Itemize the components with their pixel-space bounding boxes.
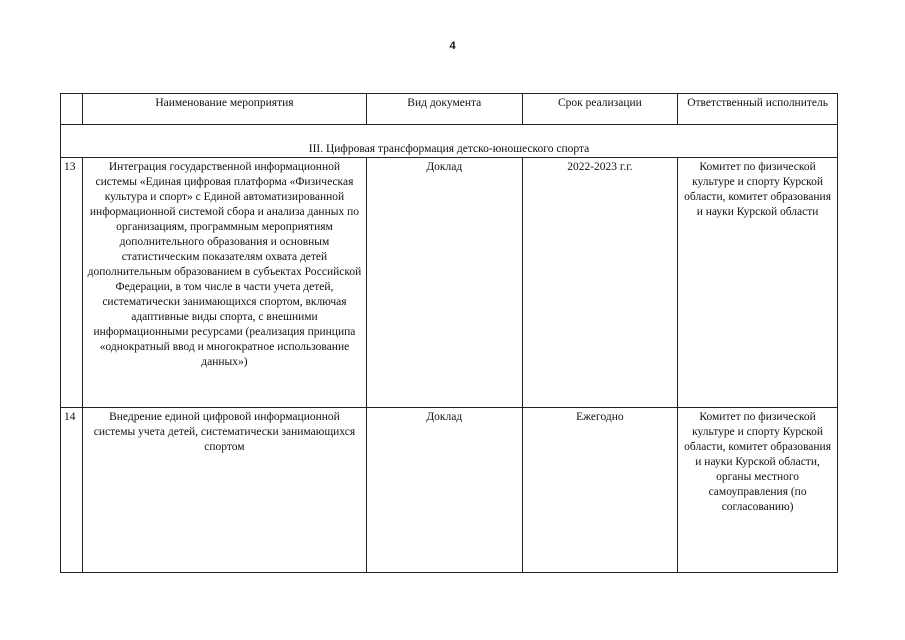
- row-responsible: Комитет по физической культуре и спорту Курской области, комитет образования и науки Курской области: [678, 158, 838, 408]
- table-row: [61, 408, 838, 573]
- row-name: Внедрение единой цифровой информационной системы учета детей, систематически занимающихся спортом: [82, 408, 366, 573]
- row-number: 14: [61, 408, 83, 573]
- table-header-row: [61, 94, 838, 125]
- section-spacer: [61, 125, 838, 143]
- table-row: [61, 158, 838, 408]
- row-number: 13: [61, 158, 83, 408]
- row-doc: Доклад: [366, 408, 522, 573]
- header-responsible: Ответственный исполнитель: [678, 94, 838, 125]
- row-name: Интеграция государственной информационной системы «Единая цифровая платформа «Физическая культура и спорт» с Единой автоматизированной информационной системой сбора и анализа данных по организациям, программным мероприятиям дополнительного образования и основным статистическим показателям охвата детей дополнительным образованием в субъектах Российской Федерации, в том числе в части учета детей, систематически занимающихся спортом, включая адаптивные виды спорта, с внешними информационными ресурсами (реализация принципа «однократный ввод и многократное использование данных»): [82, 158, 366, 408]
- row-term: Ежегодно: [522, 408, 678, 573]
- section-title: III. Цифровая трансформация детско-юношеского спорта: [61, 142, 838, 158]
- measures-table: [60, 93, 838, 573]
- header-term: Срок реализации: [522, 94, 678, 125]
- header-num: [61, 94, 83, 125]
- header-doc: Вид документа: [366, 94, 522, 125]
- section-spacer-row: [61, 125, 838, 143]
- row-term: 2022-2023 г.г.: [522, 158, 678, 408]
- row-responsible: Комитет по физической культуре и спорту Курской области, комитет образования и науки Курской области, органы местного самоуправления (по согласованию): [678, 408, 838, 573]
- section-title-row: [61, 142, 838, 158]
- row-doc: Доклад: [366, 158, 522, 408]
- page-number: 4: [449, 40, 456, 52]
- header-name: Наименование мероприятия: [82, 94, 366, 125]
